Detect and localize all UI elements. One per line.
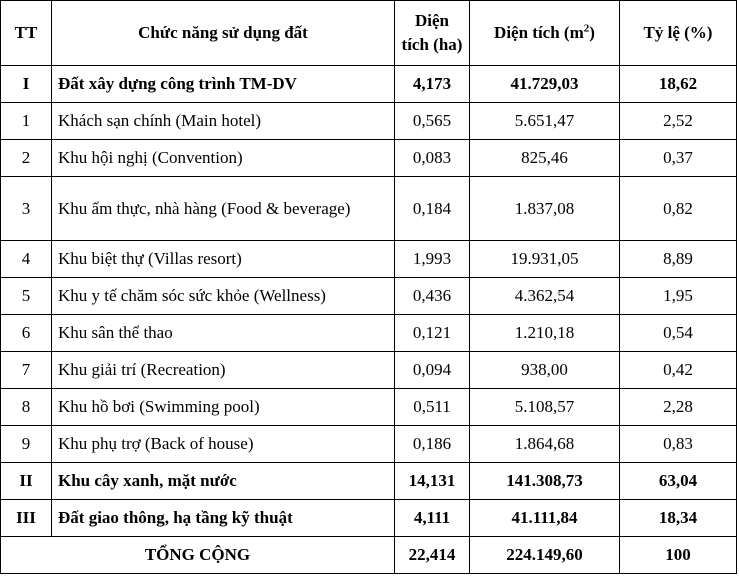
table-header-row <box>1 1 737 66</box>
row-area-ha: 0,094 <box>395 352 470 389</box>
row-area-m2: 41.111,84 <box>470 500 620 537</box>
row-ratio: 0,37 <box>620 140 737 177</box>
row-area-m2: 4.362,54 <box>470 278 620 315</box>
row-ratio: 0,83 <box>620 426 737 463</box>
row-tt: 4 <box>1 241 52 278</box>
row-ratio: 0,54 <box>620 315 737 352</box>
total-row <box>1 537 737 574</box>
table-row <box>1 315 737 352</box>
row-area-ha: 0,121 <box>395 315 470 352</box>
row-name: Khu hồ bơi (Swimming pool) <box>52 389 395 426</box>
row-tt: 6 <box>1 315 52 352</box>
row-tt: 7 <box>1 352 52 389</box>
row-ratio: 2,52 <box>620 103 737 140</box>
row-area-ha: 4,173 <box>395 66 470 103</box>
row-area-m2: 141.308,73 <box>470 463 620 500</box>
table-row <box>1 278 737 315</box>
row-area-m2: 5.108,57 <box>470 389 620 426</box>
row-name: Đất giao thông, hạ tầng kỹ thuật <box>52 500 395 537</box>
row-name: Khách sạn chính (Main hotel) <box>52 103 395 140</box>
table-row <box>1 66 737 103</box>
row-tt: III <box>1 500 52 537</box>
row-name: Khu cây xanh, mặt nước <box>52 463 395 500</box>
row-area-m2: 938,00 <box>470 352 620 389</box>
row-ratio: 0,82 <box>620 177 737 241</box>
row-tt: 9 <box>1 426 52 463</box>
row-area-m2: 1.837,08 <box>470 177 620 241</box>
table-row <box>1 177 737 241</box>
total-area-ha: 22,414 <box>395 537 470 574</box>
row-ratio: 1,95 <box>620 278 737 315</box>
row-ratio: 18,34 <box>620 500 737 537</box>
row-area-m2: 41.729,03 <box>470 66 620 103</box>
row-area-ha: 0,511 <box>395 389 470 426</box>
row-name: Khu ẩm thực, nhà hàng (Food & beverage) <box>52 177 395 241</box>
header-ratio: Tỷ lệ (%) <box>620 1 737 66</box>
table-row <box>1 426 737 463</box>
row-tt: I <box>1 66 52 103</box>
row-ratio: 2,28 <box>620 389 737 426</box>
row-tt: II <box>1 463 52 500</box>
row-name: Khu hội nghị (Convention) <box>52 140 395 177</box>
row-area-m2: 1.210,18 <box>470 315 620 352</box>
header-area-ha <box>395 1 470 66</box>
header-area-m2: Diện tích $(m^2)$ <box>470 1 620 66</box>
row-area-ha: 14,131 <box>395 463 470 500</box>
row-name: Khu giải trí (Recreation) <box>52 352 395 389</box>
row-name: Khu y tế chăm sóc sức khỏe (Wellness) <box>52 278 395 315</box>
table-row <box>1 389 737 426</box>
header-function: Chức năng sử dụng đất <box>52 1 395 66</box>
table-row <box>1 140 737 177</box>
row-area-m2: 19.931,05 <box>470 241 620 278</box>
row-tt: 1 <box>1 103 52 140</box>
row-ratio: 8,89 <box>620 241 737 278</box>
table-row <box>1 241 737 278</box>
row-area-ha: 0,083 <box>395 140 470 177</box>
row-area-ha: 1,993 <box>395 241 470 278</box>
row-area-ha: 0,565 <box>395 103 470 140</box>
row-name: Khu sân thể thao <box>52 315 395 352</box>
row-name: Khu phụ trợ (Back of house) <box>52 426 395 463</box>
total-ratio: 100 <box>620 537 737 574</box>
table-row <box>1 463 737 500</box>
row-tt: 2 <box>1 140 52 177</box>
table-row <box>1 103 737 140</box>
row-tt: 8 <box>1 389 52 426</box>
row-name: Đất xây dựng công trình TM-DV <box>52 66 395 103</box>
row-tt: 5 <box>1 278 52 315</box>
header-tt: TT <box>1 1 52 66</box>
header-area-ha-line2: tích (ha) <box>401 35 463 54</box>
row-ratio: 18,62 <box>620 66 737 103</box>
row-area-m2: 1.864,68 <box>470 426 620 463</box>
row-area-m2: 5.651,47 <box>470 103 620 140</box>
total-label: TỔNG CỘNG <box>1 537 395 574</box>
row-area-ha: 4,111 <box>395 500 470 537</box>
row-area-ha: 0,186 <box>395 426 470 463</box>
row-ratio: 0,42 <box>620 352 737 389</box>
row-area-m2: 825,46 <box>470 140 620 177</box>
row-ratio: 63,04 <box>620 463 737 500</box>
row-name: Khu biệt thự (Villas resort) <box>52 241 395 278</box>
row-area-ha: 0,436 <box>395 278 470 315</box>
table-row <box>1 500 737 537</box>
header-area-ha-line1: Diện <box>415 11 449 30</box>
row-area-ha: 0,184 <box>395 177 470 241</box>
row-tt: 3 <box>1 177 52 241</box>
table-row <box>1 352 737 389</box>
total-area-m2: 224.149,60 <box>470 537 620 574</box>
